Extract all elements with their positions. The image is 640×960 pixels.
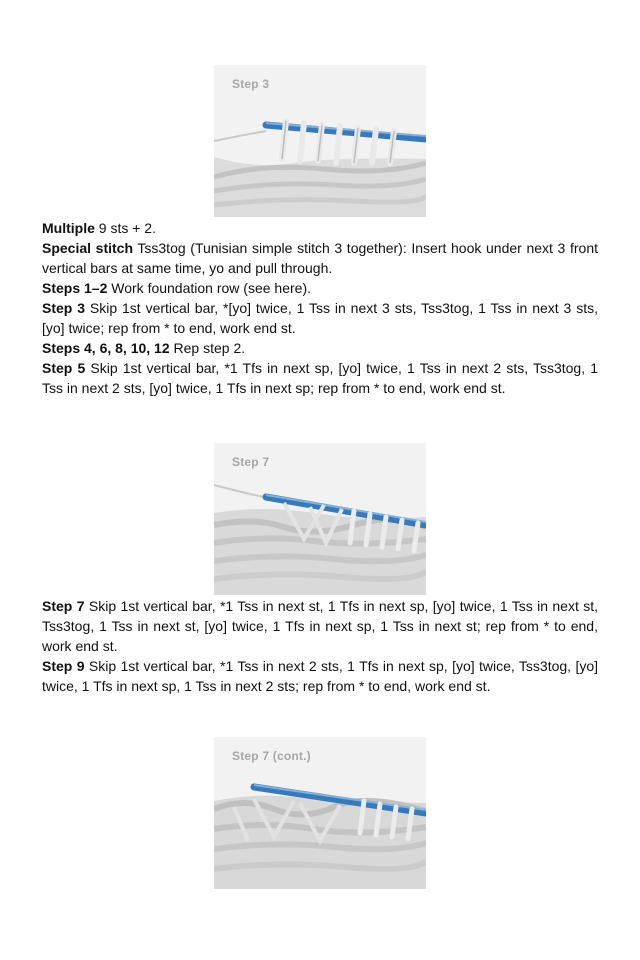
para-text: Work foundation row (see here). (107, 280, 311, 296)
para-text: 9 sts + 2. (94, 220, 156, 236)
paragraph-steps-1-2 (42, 278, 598, 298)
para-label: Special stitch (42, 240, 134, 256)
photo-caption: Step 7 (232, 455, 270, 469)
paragraph-special-stitch (42, 238, 598, 278)
para-text: Skip 1st vertical bar, *1 Tss in next 2 sts, 1 Tfs in next sp, [yo] twice, Tss3tog, [yo] twice, 1 Tfs in next sp, 1 Tss in next 2 sts; rep from * to end, work end st. (42, 658, 599, 694)
paragraph-step-3 (42, 298, 598, 338)
para-text: Tss3tog (Tunisian simple stitch 3 together): Insert hook under next 3 front vertical bars at same time, yo and pull through. (42, 240, 598, 276)
step-3-photo (214, 65, 426, 217)
para-text: Skip 1st vertical bar, *1 Tfs in next sp, [yo] twice, 1 Tss in next 2 sts, Tss3tog, 1 Tss in next 2 sts, [yo] twice, 1 Tfs in next sp; rep from * to end, work end st. (42, 360, 599, 396)
step-7-cont-photo (214, 737, 426, 889)
paragraph-step-9 (42, 656, 598, 696)
paragraph-steps-even (42, 338, 598, 358)
para-label: Steps 4, 6, 8, 10, 12 (42, 340, 170, 356)
para-label: Step 3 (42, 300, 86, 316)
paragraph-step-5 (42, 358, 598, 398)
photo-caption: Step 3 (232, 77, 270, 91)
para-label: Multiple (42, 220, 95, 236)
step-7-photo (214, 443, 426, 595)
paragraph-step-7 (42, 596, 598, 656)
para-text: Skip 1st vertical bar, *[yo] twice, 1 Tss in next 3 sts, Tss3tog, 1 Tss in next 3 sts, [yo] twice; rep from * to end, work end st. (42, 300, 599, 336)
para-text: Skip 1st vertical bar, *1 Tss in next st, 1 Tfs in next sp, [yo] twice, 1 Tss in next st, Tss3tog, 1 Tss in next st, [yo] twice, 1 Tfs in next sp, 1 Tss in next st; rep from * to end, work end st. (42, 598, 598, 654)
photo-caption: Step 7 (cont.) (232, 749, 311, 763)
para-label: Steps 1–2 (42, 280, 108, 296)
instructions-block-2 (42, 596, 598, 696)
instructions-block-1 (42, 218, 598, 398)
paragraph-multiple (42, 218, 598, 238)
para-label: Step 7 (42, 598, 85, 614)
para-text: Rep step 2. (169, 340, 246, 356)
para-label: Step 9 (42, 658, 85, 674)
para-label: Step 5 (42, 360, 86, 376)
